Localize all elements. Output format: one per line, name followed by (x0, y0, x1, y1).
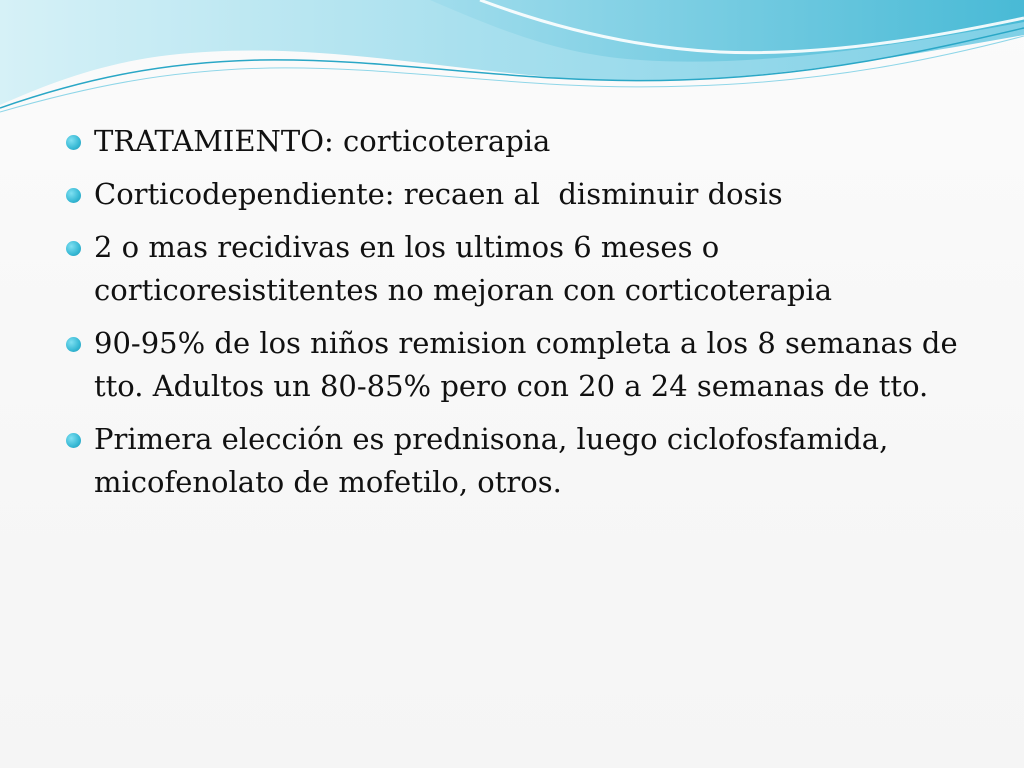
bullet-circle-icon (66, 433, 81, 448)
bullet-text: 2 o mas recidivas en los ultimos 6 meses o corticoresistitentes no mejoran con corticoterapia (94, 230, 832, 307)
header-wave-decoration (0, 0, 1024, 130)
bullet-list (66, 120, 966, 514)
list-item (66, 226, 966, 312)
bullet-text: TRATAMIENTO: corticoterapia (94, 124, 551, 158)
bullet-text: Corticodependiente: recaen al disminuir dosis (94, 177, 783, 211)
bullet-text: Primera elección es prednisona, luego ciclofosfamida, micofenolato de mofetilo, otros. (94, 422, 889, 499)
bullet-circle-icon (66, 241, 81, 256)
list-item (66, 418, 966, 504)
list-item (66, 322, 966, 408)
bullet-circle-icon (66, 135, 81, 150)
bullet-text: 90-95% de los niños remision completa a los 8 semanas de tto. Adultos un 80-85% pero con 20 a 24 semanas de tto. (94, 326, 958, 403)
bullet-circle-icon (66, 188, 81, 203)
list-item (66, 120, 966, 163)
bullet-circle-icon (66, 337, 81, 352)
list-item (66, 173, 966, 216)
